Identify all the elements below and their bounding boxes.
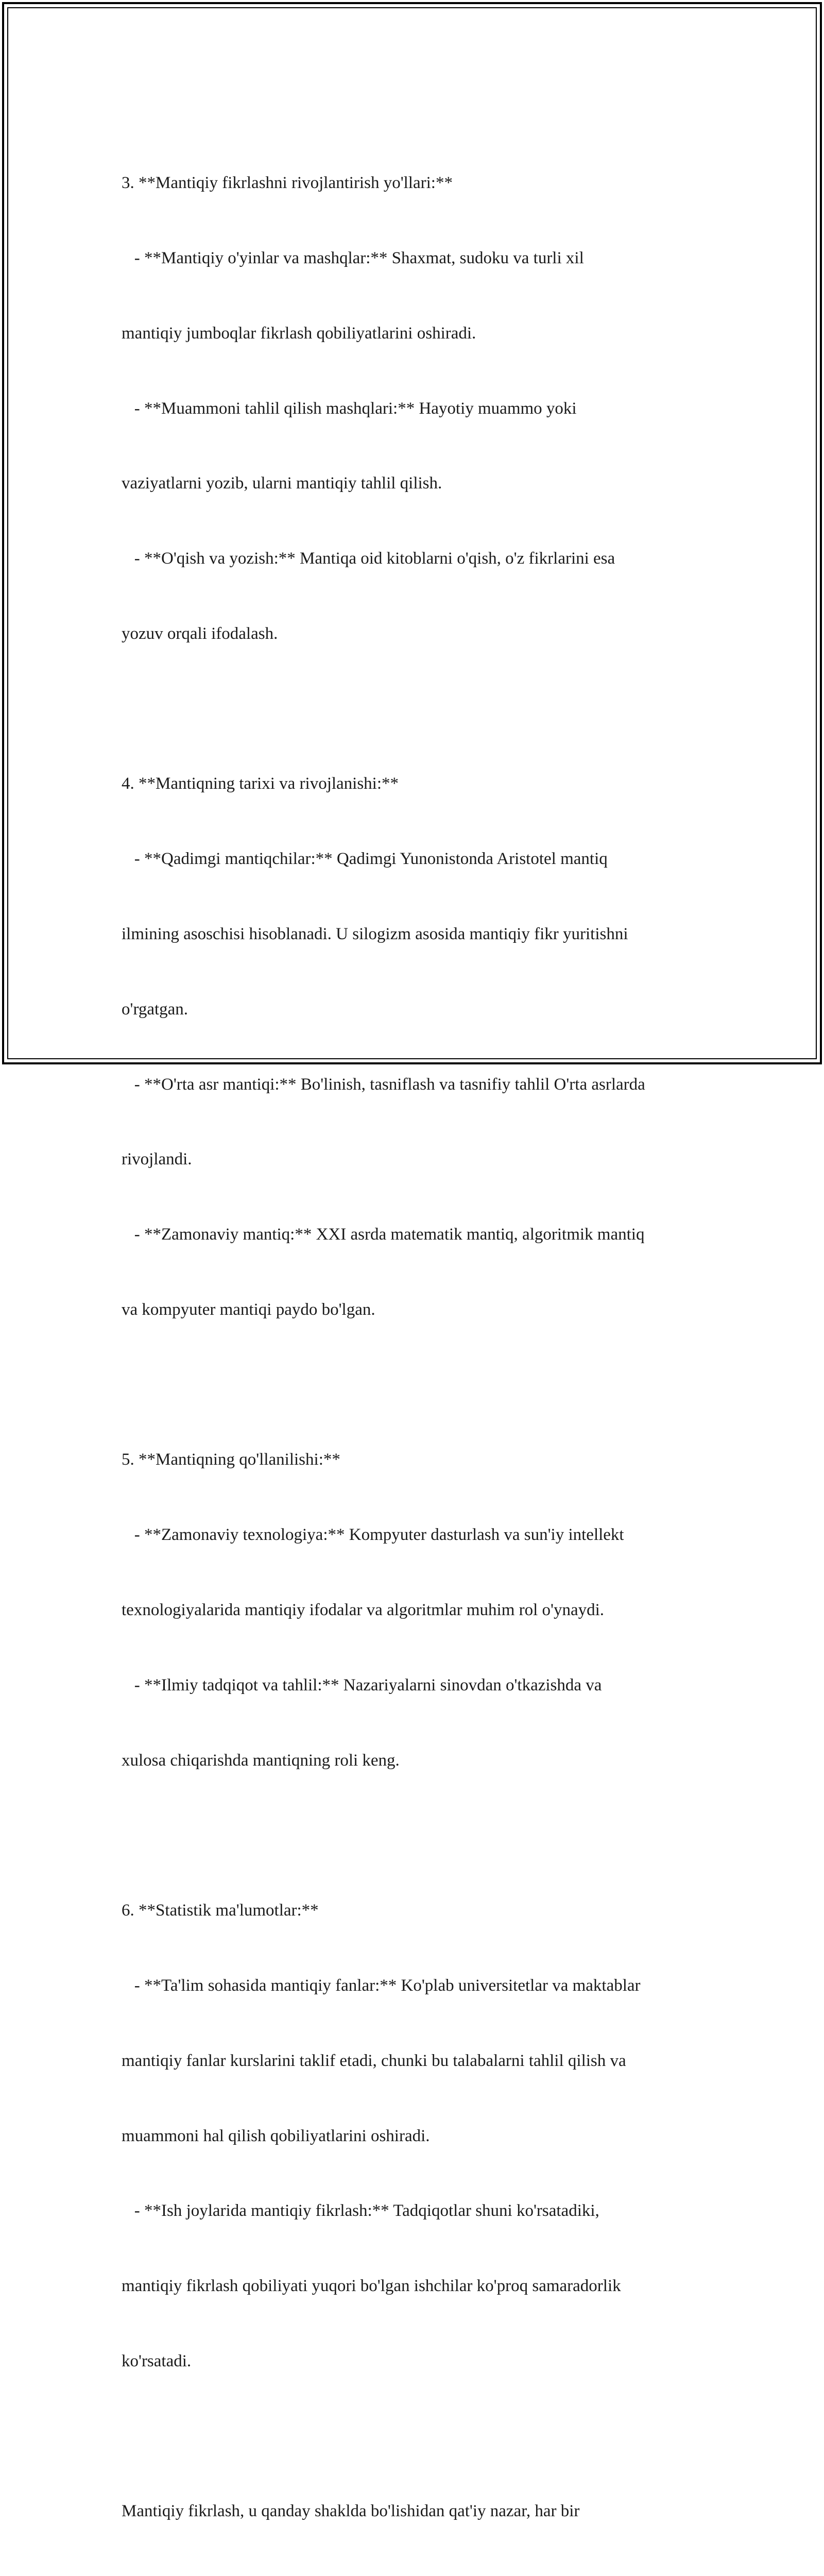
text-line: o'rgatgan. <box>122 999 188 1019</box>
text-line: Mantiqiy fikrlash, u qanday shaklda bo'lishidan qat'iy nazar, har bir <box>122 2502 580 2521</box>
text-line: - **Ish joylarida mantiqiy fikrlash:** Tadqiqotlar shuni ko'rsatadiki, <box>122 2201 599 2221</box>
blank-line <box>122 1372 714 1398</box>
text-line: muammoni hal qilish qobiliyatlarini oshiradi. <box>122 2126 430 2145</box>
text-line: - **Muammoni tahlil qilish mashqlari:** Hayotiy muammo yoki <box>122 399 577 418</box>
text-line: ilmining asoschisi hisoblanadi. U silogizm asosida mantiqiy fikr yuritishni <box>122 925 628 943</box>
text-line: mantiqiy fanlar kurslarini taklif etadi, chunki bu talabalarni tahlil qilish va <box>122 2051 626 2070</box>
text-line: - **Qadimgi mantiqchilar:** Qadimgi Yunonistonda Aristotel mantiq <box>122 850 608 869</box>
blank-line <box>122 2424 714 2449</box>
text-line: vaziyatlarni yozib, ularni mantiqiy tahlil qilish. <box>122 474 442 493</box>
text-line: - **Zamonaviy mantiq:** XXI asrda matematik mantiq, algoritmik mantiq <box>122 1225 645 1244</box>
text-line: - **O'rta asr mantiqi:** Bo'linish, tasniflash va tasnifiy tahlil O'rta asrlarda <box>122 1075 645 1094</box>
text-line: 6. **Statistik ma'lumotlar:** <box>122 1901 319 1920</box>
text-line: 4. **Mantiqning tarixi va rivojlanishi:** <box>122 774 399 793</box>
document-body <box>122 121 714 2576</box>
text-line: - **Zamonaviy texnologiya:** Kompyuter dasturlash va sun'iy intellekt <box>122 1526 624 1545</box>
blank-line <box>122 1823 714 1848</box>
text-line: rivojlandi. <box>122 1150 192 1169</box>
text-line: 3. **Mantiqiy fikrlashni rivojlantirish yo'llari:** <box>122 174 453 193</box>
text-line: mantiqiy fikrlash qobiliyati yuqori bo'lgan ishchilar ko'proq samaradorlik <box>122 2277 621 2296</box>
text-line: - **Ilmiy tadqiqot va tahlil:** Nazariyalarni sinovdan o'tkazishda va <box>122 1675 602 1694</box>
text-line: texnologiyalarida mantiqiy ifodalar va algoritmlar muhim rol o'ynaydi. <box>122 1601 605 1620</box>
text-line: - **Mantiqiy o'yinlar va mashqlar:** Shaxmat, sudoku va turli xil <box>122 248 584 267</box>
text-line: va kompyuter mantiqi paydo bo'lgan. <box>122 1300 375 1319</box>
text-line: xulosa chiqarishda mantiqning roli keng. <box>122 1751 400 1770</box>
text-line: 5. **Mantiqning qo'llanilishi:** <box>122 1450 340 1469</box>
text-line: ko'rsatadi. <box>122 2351 192 2370</box>
text-line: mantiqiy jumboqlar fikrlash qobiliyatlarini oshiradi. <box>122 324 476 343</box>
blank-line <box>122 697 714 722</box>
text-line: - **Ta'lim sohasida mantiqiy fanlar:** Ko'plab universitetlar va maktablar <box>122 1976 641 1995</box>
text-line: - **O'qish va yozish:** Mantiqa oid kitoblarni o'qish, o'z fikrlarini esa <box>122 549 615 568</box>
text-line: yozuv orqali ifodalash. <box>122 624 278 643</box>
text-line <box>122 2574 714 2576</box>
